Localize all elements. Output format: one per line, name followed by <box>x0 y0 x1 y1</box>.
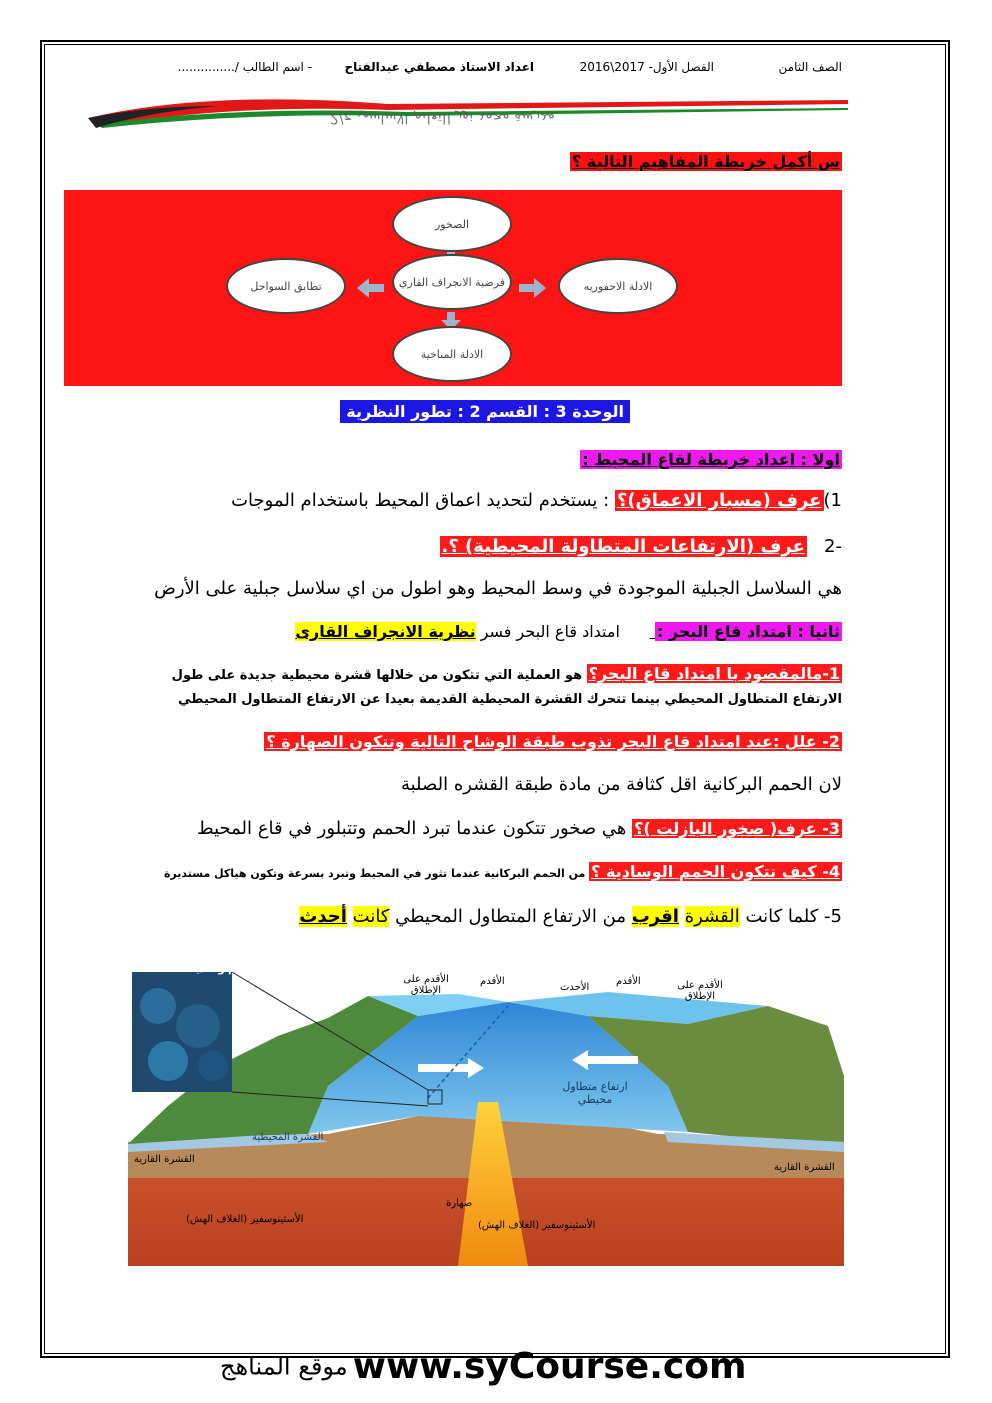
label-continental-crust-right: القشرة القارية <box>774 1162 835 1173</box>
label-pillow-lava: حمم وسادية <box>190 964 250 975</box>
label-asthenosphere-right: الأسثينوسفير (الغلاف الهش) <box>478 1220 596 1231</box>
unit-title <box>340 402 630 421</box>
section2-q1 <box>172 664 842 683</box>
section2-q5 <box>299 906 842 927</box>
question-title-text: س أكمل خريطة المفاهيم التالية ؟ <box>572 152 840 171</box>
s2-q2-answer: لان الحمم البركانية اقل كثافة من مادة طبقة القشره الصلبة <box>400 774 842 795</box>
s2-q3-answer: هي صخور تتكون عندما تبرد الحمم وتتبلور في قاع المحيط <box>197 818 633 839</box>
s2-q4-label: 4- كيف تتكون الحمم الوسادية ؟ <box>591 862 840 881</box>
seafloor-spreading-diagram <box>128 966 844 1266</box>
concept-top-rocks: الصخور <box>392 196 512 252</box>
footer <box>220 1346 746 1387</box>
q2-number: -2 <box>824 536 842 557</box>
s2-q5-newer: أحدث <box>299 906 347 927</box>
s2-q5-number: 5- كلما كانت <box>739 906 842 927</box>
label-oceanic-crust: القشرة المحيطية <box>252 1132 324 1143</box>
section2-title: ثانيا : امتداد قاع البحر : <box>657 622 840 641</box>
q1-label: عرف (مسبار الاعماق)؟ <box>616 490 822 511</box>
s2-q2-label: 2- علل :عند امتداد قاع البحر تذوب طبقة الوشاح التالية وتتكون الصهارة ؟ <box>266 732 840 751</box>
section1-title <box>580 450 842 469</box>
grade-label: الصف الثامن <box>778 60 842 74</box>
s2-q1-label: 1-مالمقصود با امتداد قاع البحر؟ <box>588 664 840 683</box>
section1-title-text: اولا : اعداد خريطة لقاع المحيط : <box>582 450 840 469</box>
footer-url[interactable]: www.syCourse.com <box>352 1346 747 1387</box>
section2-text: امتداد قاع البحر فسر <box>480 622 620 641</box>
section2-title-row <box>295 622 842 641</box>
label-magma: صهارة <box>446 1198 473 1209</box>
label-continental-crust-left: القشرة القارية <box>134 1154 195 1165</box>
concept-right-fossils: الادلة الاحفوريه <box>558 258 678 314</box>
section2-q4 <box>164 862 842 881</box>
concept-map <box>64 190 842 386</box>
concept-left-coastlines: تطابق السواحل <box>226 258 346 314</box>
concept-bottom-climate: الادلة المناخية <box>392 326 512 382</box>
section1-q2 <box>440 536 843 557</box>
s2-q1-answer-line1: هو العملية التي تتكون من خلالها قشرة محيطية جديدة على طول <box>171 668 583 683</box>
section1-q1 <box>231 490 842 511</box>
label-asthenosphere-left: الأسثينوسفير (الغلاف الهش) <box>186 1214 304 1225</box>
author-label: اعداد الاستاذ مصطفي عبدالفتاح <box>344 60 534 74</box>
s2-q5-was: كانت <box>352 906 390 927</box>
label-ridge: ارتفاع متطاول محيطي <box>562 1080 628 1106</box>
label-older-left: الأقدم <box>480 976 505 987</box>
term-label: الفصل الأول- 2017\2016 <box>579 60 714 74</box>
section2-q3 <box>197 818 842 839</box>
student-name-field: - اسم الطالب /............... <box>177 60 312 74</box>
q2-label: عرف (الارتفاعات المتطاولة المحيطية) ؟. <box>441 536 805 557</box>
s2-q5-middle: من الارتفاع المتطاول المحيطي <box>389 906 632 927</box>
unit-title-text: الوحدة 3 : القسم 2 : تطور النظرية <box>340 400 630 423</box>
q1-answer: : يستخدم لتحديد اعماق المحيط باستخدام الموجات <box>231 490 615 511</box>
section1-q2-answer: هي السلاسل الجبلية الموجودة في وسط المحيط وهو اطول من اي سلاسل جبلية على الأرض <box>154 578 842 599</box>
school-name: مدرسة محمد نور للتعليم الاساسي ح/2 <box>330 110 555 126</box>
footer-site-name: موقع المناهج <box>220 1352 348 1381</box>
s2-q5-closer: اقرب <box>631 906 679 927</box>
q1-number: 1) <box>823 490 842 511</box>
label-oldest-right: الأقدم على الإطلاق <box>677 980 723 1002</box>
s2-q3-label: 3- عرف( صخور البازلت )؟ <box>634 819 840 838</box>
s2-q1-answer-line2: الارتفاع المتطاول المحيطي بينما تتحرك القشرة المحيطية القديمة بعيدا عن الارتفاع المتطاول المحيطي <box>178 692 842 707</box>
question-title <box>570 152 842 171</box>
label-oldest-left: الأقدم على الإطلاق <box>403 974 449 996</box>
label-newest: الأحدث <box>560 982 590 993</box>
section2-q2 <box>264 732 842 751</box>
section2-theory: نظرية الانجراف القارى <box>295 622 476 641</box>
s2-q4-answer: من الحمم البركانية عندما تثور في المحيط وتبرد بسرعة وتكون هياكل مستديرة <box>163 867 590 880</box>
concept-center-hypothesis: فرضية الانجراف القاري <box>392 254 512 310</box>
s2-q5-crust: القشرة <box>684 906 740 927</box>
label-older-right: الأقدم <box>616 976 641 987</box>
